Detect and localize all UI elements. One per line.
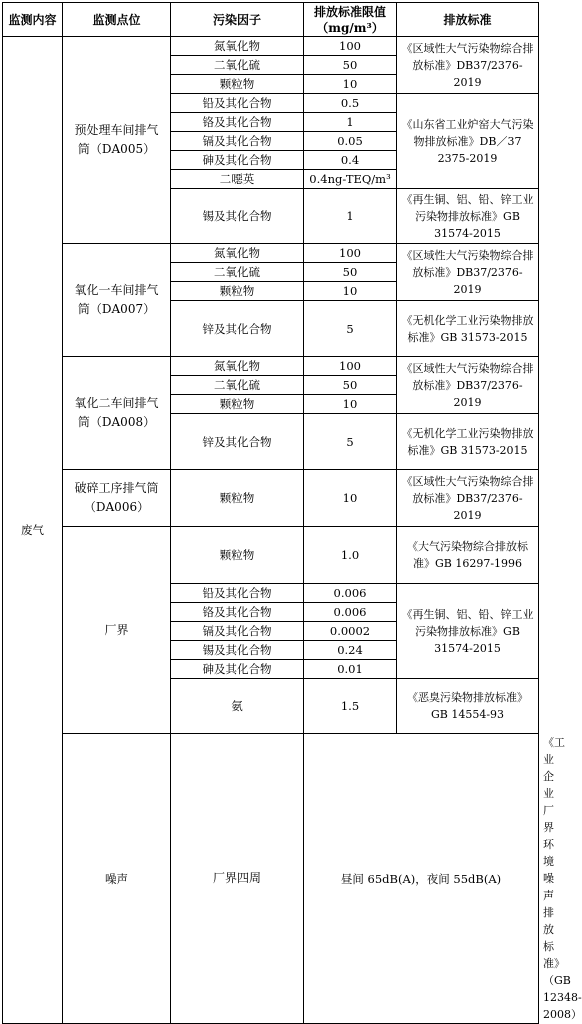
point-da005: 预处理车间排气筒（DA005） (63, 37, 171, 244)
standard-cell: 《大气污染物综合排放标准》GB 16297-1996 (397, 527, 539, 584)
category-gas: 废气 (3, 37, 63, 1024)
factor-cell: 氨 (171, 679, 304, 734)
header-limit: 排放标准限值（mg/m³） (304, 3, 397, 37)
header-standard: 排放标准 (397, 3, 539, 37)
factor-cell: 颗粒物 (171, 527, 304, 584)
header-point: 监测点位 (63, 3, 171, 37)
limit-cell: 0.4 (304, 151, 397, 170)
limit-cell: 1 (304, 113, 397, 132)
table-row (3, 527, 539, 584)
limit-cell: 10 (304, 75, 397, 94)
factor-cell: 铅及其化合物 (171, 584, 304, 603)
factor-cell: 氮氧化物 (171, 357, 304, 376)
limit-cell: 50 (304, 376, 397, 395)
factor-cell: 砷及其化合物 (171, 151, 304, 170)
limit-cell: 100 (304, 244, 397, 263)
factor-cell: 颗粒物 (171, 395, 304, 414)
table-row (3, 37, 539, 56)
limit-cell: 100 (304, 357, 397, 376)
table-row (3, 470, 539, 527)
factor-cell: 锌及其化合物 (171, 414, 304, 470)
monitoring-table (2, 2, 582, 1024)
factor-cell: 铅及其化合物 (171, 94, 304, 113)
table-row (3, 357, 539, 376)
table-row: 噪声 厂界四周 昼间 65dB(A)，夜间 55dB(A) 《工业企业厂界环境噪声排放标准》（GB 12348-2008） (3, 734, 539, 1024)
limit-cell: 0.0002 (304, 622, 397, 641)
point-boundary: 厂界 (63, 527, 171, 734)
limit-cell: 50 (304, 263, 397, 282)
standard-cell: 《再生铜、铝、铅、锌工业污染物排放标准》GB 31574-2015 (397, 189, 539, 244)
standard-cell: 《区域性大气污染物综合排放标准》DB37/2376-2019 (397, 470, 539, 527)
standard-cell: 《再生铜、铝、铅、锌工业污染物排放标准》GB 31574-2015 (397, 584, 539, 679)
limit-cell: 1.0 (304, 527, 397, 584)
header-content: 监测内容 (3, 3, 63, 37)
standard-cell: 《山东省工业炉窑大气污染物排放标准》DB／37 2375-2019 (397, 94, 539, 189)
standard-cell: 《恶臭污染物排放标准》GB 14554-93 (397, 679, 539, 734)
limit-cell: 100 (304, 37, 397, 56)
standard-cell: 《区域性大气污染物综合排放标准》DB37/2376-2019 (397, 244, 539, 301)
factor-cell: 锌及其化合物 (171, 301, 304, 357)
factor-cell: 镉及其化合物 (171, 132, 304, 151)
point-boundary-all: 厂界四周 (171, 734, 304, 1024)
limit-cell: 0.006 (304, 584, 397, 603)
header-row (3, 3, 539, 37)
factor-cell: 颗粒物 (171, 470, 304, 527)
limit-cell: 0.4ng-TEQ/m³ (304, 170, 397, 189)
factor-cell: 二氧化硫 (171, 376, 304, 395)
factor-cell: 铬及其化合物 (171, 603, 304, 622)
limit-cell: 5 (304, 414, 397, 470)
point-da008: 氧化二车间排气筒（DA008） (63, 357, 171, 470)
limit-cell: 1 (304, 189, 397, 244)
limit-cell: 5 (304, 301, 397, 357)
standard-cell: 《区域性大气污染物综合排放标准》DB37/2376-2019 (397, 357, 539, 414)
point-da007: 氧化一车间排气筒（DA007） (63, 244, 171, 357)
limit-cell: 0.24 (304, 641, 397, 660)
factor-cell: 二氧化硫 (171, 263, 304, 282)
noise-limit-cell: 昼间 65dB(A)，夜间 55dB(A) (304, 734, 539, 1024)
factor-cell: 氮氧化物 (171, 37, 304, 56)
factor-cell: 锡及其化合物 (171, 189, 304, 244)
limit-cell: 50 (304, 56, 397, 75)
standard-cell: 《区域性大气污染物综合排放标准》DB37/2376-2019 (397, 37, 539, 94)
limit-cell: 0.5 (304, 94, 397, 113)
category-noise: 噪声 (63, 734, 171, 1024)
limit-cell: 0.01 (304, 660, 397, 679)
limit-cell: 1.5 (304, 679, 397, 734)
limit-cell: 10 (304, 282, 397, 301)
factor-cell: 镉及其化合物 (171, 622, 304, 641)
limit-cell: 10 (304, 395, 397, 414)
point-da006: 破碎工序排气筒（DA006） (63, 470, 171, 527)
factor-cell: 氮氧化物 (171, 244, 304, 263)
factor-cell: 二噁英 (171, 170, 304, 189)
factor-cell: 砷及其化合物 (171, 660, 304, 679)
factor-cell: 铬及其化合物 (171, 113, 304, 132)
table-row (3, 244, 539, 263)
limit-cell: 0.05 (304, 132, 397, 151)
header-factor: 污染因子 (171, 3, 304, 37)
limit-cell: 0.006 (304, 603, 397, 622)
standard-cell: 《无机化学工业污染物排放标准》GB 31573-2015 (397, 301, 539, 357)
factor-cell: 颗粒物 (171, 282, 304, 301)
limit-cell: 10 (304, 470, 397, 527)
factor-cell: 颗粒物 (171, 75, 304, 94)
standard-cell: 《无机化学工业污染物排放标准》GB 31573-2015 (397, 414, 539, 470)
factor-cell: 锡及其化合物 (171, 641, 304, 660)
factor-cell: 二氧化硫 (171, 56, 304, 75)
